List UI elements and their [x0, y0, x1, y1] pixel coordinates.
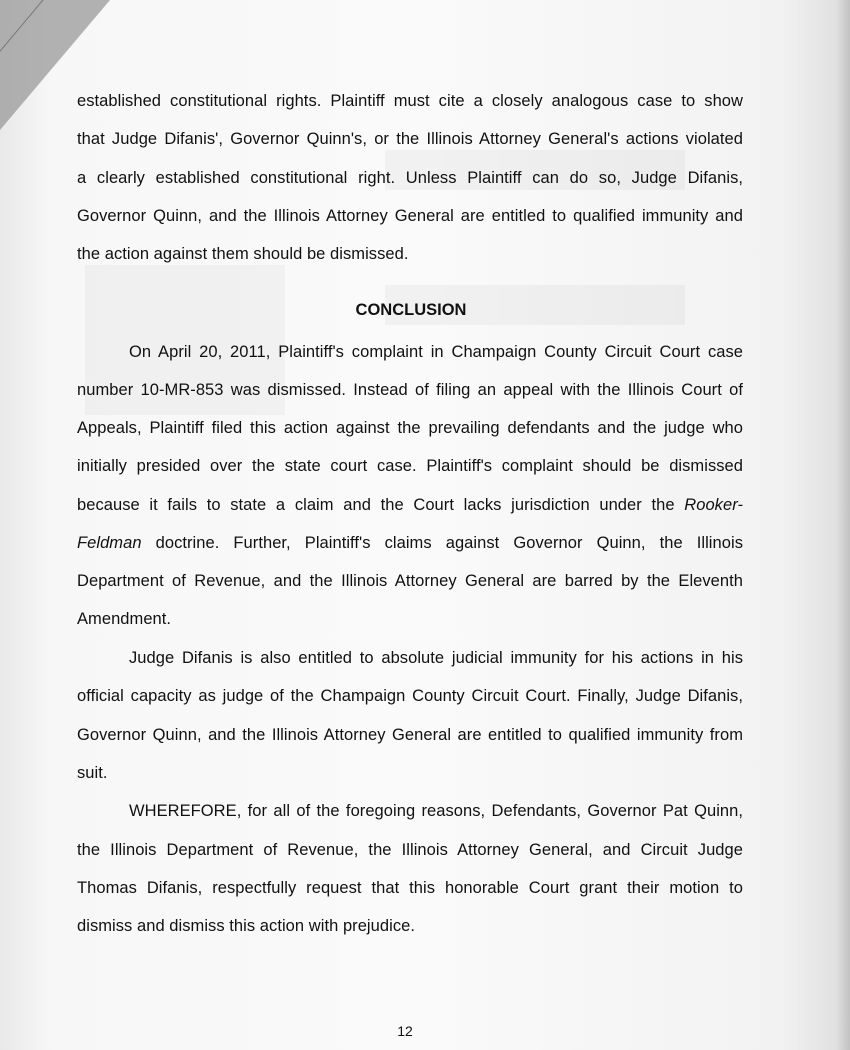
body-line: Department of Revenue, and the Illinois Attorney General are barred by the Eleventh [77, 572, 743, 590]
body-text: because it fails to state a claim and the Court lacks jurisdiction under the [77, 496, 675, 514]
body-line: number 10-MR-853 was dismissed. Instead of filing an appeal with the Illinois Court of [77, 381, 743, 399]
body-line: official capacity as judge of the Champaign County Circuit Court. Finally, Judge Difanis, [77, 687, 743, 705]
body-line-feldman [77, 534, 743, 553]
body-line: Thomas Difanis, respectfully request that this honorable Court grant their motion to [77, 879, 743, 897]
body-line: WHEREFORE, for all of the foregoing reasons, Defendants, Governor Pat Quinn, [129, 802, 743, 820]
body-line: Amendment. [77, 610, 172, 628]
body-line: the action against them should be dismissed. [77, 245, 409, 263]
scan-shadow [836, 0, 850, 1050]
body-line: Governor Quinn, and the Illinois Attorney General are entitled to qualified immunity from [77, 726, 743, 744]
body-line: the Illinois Department of Revenue, the Illinois Attorney General, and Circuit Judge [77, 841, 743, 859]
body-text: doctrine. Further, Plaintiff's claims against Governor Quinn, the Illinois [155, 534, 743, 552]
body-line-rooker [77, 496, 743, 515]
case-name-italic: Feldman [77, 534, 142, 552]
body-line: established constitutional rights. Plaintiff must cite a closely analogous case to show [77, 92, 743, 110]
body-line: suit. [77, 764, 108, 782]
section-heading: CONCLUSION [355, 301, 467, 319]
body-line: Appeals, Plaintiff filed this action against the prevailing defendants and the judge who [77, 419, 743, 437]
body-line: a clearly established constitutional right. Unless Plaintiff can do so, Judge Difanis, [77, 169, 743, 187]
body-line: Judge Difanis is also entitled to absolute judicial immunity for his actions in his [129, 649, 743, 667]
body-line: Governor Quinn, and the Illinois Attorney General are entitled to qualified immunity and [77, 207, 743, 225]
body-line: initially presided over the state court case. Plaintiff's complaint should be dismissed [77, 457, 743, 475]
page-number: 12 [397, 1023, 413, 1039]
body-line: that Judge Difanis', Governor Quinn's, or the Illinois Attorney General's actions violated [77, 130, 743, 148]
case-name-italic: Rooker- [684, 496, 744, 514]
body-line: dismiss and dismiss this action with prejudice. [77, 917, 415, 935]
body-line: On April 20, 2011, Plaintiff's complaint in Champaign County Circuit Court case [129, 343, 743, 361]
